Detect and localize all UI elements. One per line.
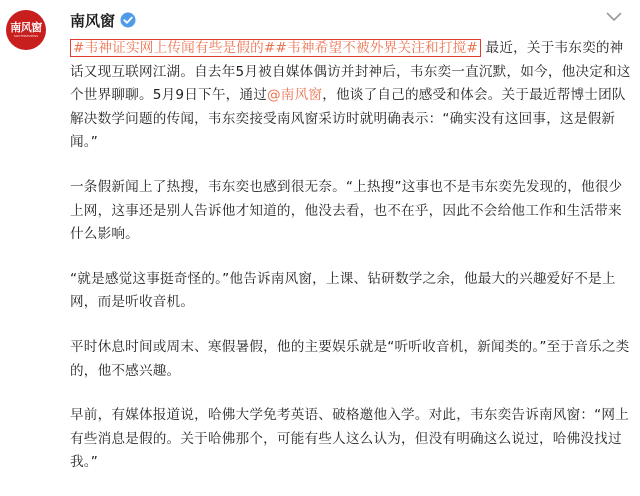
- verified-badge-icon: [120, 12, 136, 28]
- post-content: [70, 37, 632, 496]
- post-paragraph-3: “就是感觉这事挺奇怪的。”他告诉南风窗，上课、钻研数学之余，他最大的兴趣爱好不是上网，而是听收音机。: [70, 270, 616, 311]
- chevron-down-icon[interactable]: [606, 12, 622, 22]
- mention-link[interactable]: @南风窗: [267, 87, 323, 104]
- post-paragraph-2: 一条假新闻上了热搜，韦东奕也感到很无奈。“上热搜”这事也不是韦东奕先发现的，他很少上网，这事还是别人告诉他才知道的，他没去看，也不在乎，因此不会给他工作和生活带来什么影响。: [70, 178, 623, 243]
- hashtag-link-2[interactable]: #韦神希望不被外界关注和打搅#: [275, 40, 478, 56]
- avatar-logo-subtext: SOUTHREVIEWS: [13, 34, 39, 38]
- paragraph-text: 最近，关于韦东奕的神话又现互联网江湖。自去年5月被自媒体偶访并封神后，韦东奕一直沉默，如今，他决定和这个世界聊聊。5月9日下午，通过: [70, 40, 631, 104]
- post-paragraph-1: [70, 37, 632, 155]
- post-paragraph-5: 早前，有媒体报道说，哈佛大学免考英语、破格邀他入学。对此，韦东奕告诉南风窗：“网上有些消息是假的。关于哈佛那个，可能有些人这么认为，但没有明确这么说过，哈佛没找过我。”: [70, 407, 629, 471]
- paragraph-text: ，他谈了自己的感受和体会。关于最近帮博士团队解决数学问题的传闻，韦东奕接受南风窗采访时就明确表示：“确实没有这回事，这是假新闻。”: [70, 87, 626, 151]
- hashtag-link-1[interactable]: #韦神证实网上传闻有些是假的#: [73, 40, 276, 56]
- highlighted-hashtags: [70, 39, 481, 57]
- post-paragraph-4: 平时休息时间或周末、寒假暑假，他的主要娱乐就是“听听收音机，新闻类的。”至于音乐之类的，他不感兴趣。: [70, 338, 630, 379]
- avatar-logo-text: 南风窗: [10, 21, 42, 34]
- author-header: [70, 9, 136, 31]
- author-name[interactable]: 南风窗: [70, 11, 116, 30]
- avatar[interactable]: [6, 10, 46, 50]
